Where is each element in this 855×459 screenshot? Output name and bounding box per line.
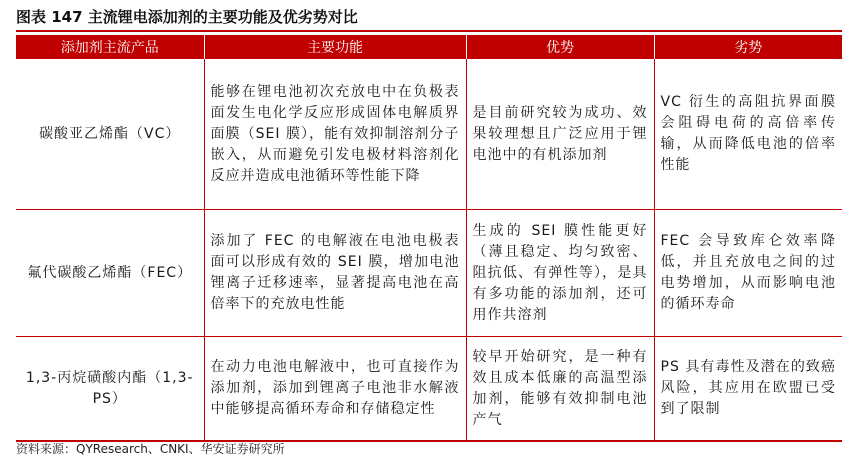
comparison-table	[16, 35, 842, 442]
cell-disadvantage: FEC 会导致库仑效率降低，并且充放电之间的过电势增加，从而影响电池的循环寿命	[654, 210, 842, 337]
cell-product: 碳酸亚乙烯酯（VC）	[16, 59, 204, 210]
cell-product: 1,3-丙烷磺酸内酯（1,3-PS）	[16, 337, 204, 442]
table-header-row	[16, 35, 842, 59]
header-disadvantage: 劣势	[654, 35, 842, 59]
cell-disadvantage: VC 衍生的高阻抗界面膜会阻碍电荷的高倍率传输，从而降低电池的倍率性能	[654, 59, 842, 210]
table-row	[16, 59, 842, 210]
cell-advantage: 是目前研究较为成功、效果较理想且广泛应用于锂电池中的有机添加剂	[466, 59, 654, 210]
cell-function: 添加了 FEC 的电解液在电池电极表面可以形成有效的 SEI 膜，增加电池锂离子迁移速率，显著提高电池在高倍率下的充放电性能	[204, 210, 466, 337]
header-advantage: 优势	[466, 35, 654, 59]
table-row	[16, 210, 842, 337]
table-row	[16, 337, 842, 442]
cell-function: 在动力电池电解液中，也可直接作为添加剂，添加到锂离子电池非水解液中能够提高循环寿命和存储稳定性	[204, 337, 466, 442]
cell-product: 氟代碳酸乙烯酯（FEC）	[16, 210, 204, 337]
cell-disadvantage: PS 具有毒性及潜在的致癌风险，其应用在欧盟已受到了限制	[654, 337, 842, 442]
header-product: 添加剂主流产品	[16, 35, 204, 59]
cell-function: 能够在锂电池初次充放电中在负极表面发生电化学反应形成固体电解质界面膜（SEI 膜），能有效抑制溶剂分子嵌入，从而避免引发电极材料溶剂化反应并造成电池循环等性能下降	[204, 59, 466, 210]
source-note: 资料来源：QYResearch、CNKI、华安证券研究所	[16, 442, 285, 456]
figure-title: 图表 147 主流锂电添加剂的主要功能及优劣势对比	[16, 8, 358, 26]
title-rule	[16, 30, 842, 32]
cell-advantage: 较早开始研究，是一种有效且成本低廉的高温型添加剂，能够有效抑制电池产气	[466, 337, 654, 442]
header-function: 主要功能	[204, 35, 466, 59]
cell-advantage: 生成的 SEI 膜性能更好（薄且稳定、均匀致密、阻抗低、有弹性等），是具有多功能的添加剂，还可用作共溶剂	[466, 210, 654, 337]
